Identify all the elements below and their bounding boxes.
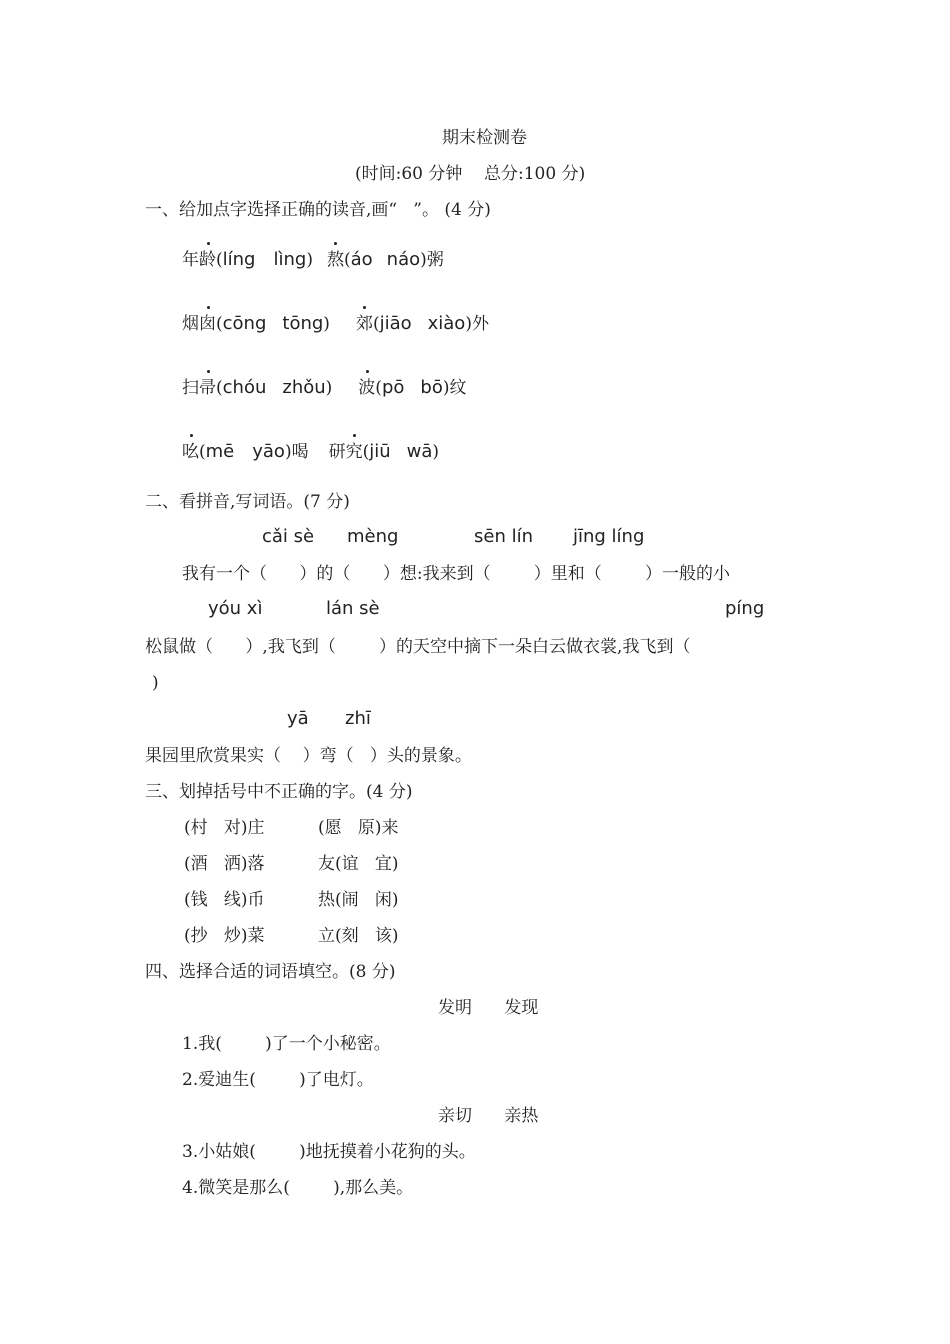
pinyin-senlin: sēn lín (474, 526, 533, 547)
s1-r2-opt1[interactable]: cōng (222, 313, 267, 334)
s1-r2b-opt2[interactable]: xiào (427, 313, 466, 334)
s1-r3-opt1[interactable]: chóu (222, 377, 267, 398)
s3-item: (钱 线)币 (184, 890, 265, 910)
s1-r2-char: 烟 (182, 314, 199, 334)
s1-r4-suffix: )喝 (284, 442, 309, 462)
s1-r4b-paren: ( (362, 442, 370, 462)
s1-r4b-char: 研 (328, 442, 346, 462)
page-title: 期末检测卷 (442, 128, 527, 148)
s3-item: (抄 炒)菜 (184, 926, 265, 946)
s1-r3b-dotted-char: 波 (358, 378, 376, 398)
pinyin-meng: mèng (347, 526, 399, 547)
s1-row2 (182, 313, 489, 335)
s1-r2b-paren: ( (372, 314, 380, 334)
s1-r1-opt2[interactable]: lìng (273, 249, 307, 270)
s4-question2: 2.爱迪生( )了电灯。 (182, 1070, 374, 1090)
s1-r2b-suffix: )外 (465, 314, 489, 334)
s4-word-group1: 发明 发现 (438, 998, 539, 1018)
s1-r3b-suffix: )纹 (442, 378, 467, 398)
s3-item: (酒 洒)落 (184, 854, 265, 874)
s4-question1: 1.我( )了一个小秘密。 (182, 1034, 391, 1054)
s1-r3-char: 扫 (182, 378, 199, 398)
s1-r1b-dotted-char: 熬 (326, 250, 344, 270)
s1-r4-opt2[interactable]: yāo (252, 441, 285, 462)
s2-sentence-line2-end: ) (152, 673, 159, 693)
s2-sentence-line2: 松鼠做（ ）,我飞到（ ）的天空中摘下一朵白云做衣裳,我飞到（ (145, 637, 691, 657)
s1-r3-paren-close: ) (325, 378, 333, 398)
s3-item: (愿 原)来 (318, 818, 399, 838)
section1-heading: 一、给加点字选择正确的读音,画“ ”。 (4 分) (145, 200, 491, 220)
s1-row4 (182, 441, 439, 463)
s1-r3b-opt2[interactable]: bō (420, 377, 443, 398)
pinyin-ping: píng (725, 598, 765, 619)
s1-r4-opt1[interactable]: mē (205, 441, 235, 462)
s1-row3 (182, 377, 466, 399)
s1-r1-dotted-char: 龄 (199, 250, 216, 270)
pinyin-zhi: zhī (345, 708, 371, 729)
s1-r4b-paren-close: ) (432, 442, 440, 462)
pinyin-lanse: lán sè (326, 598, 380, 619)
s3-item: (村 对)庄 (184, 818, 265, 838)
exam-info: (时间:60 分钟 总分:100 分) (355, 164, 586, 184)
s2-sentence-line1: 我有一个（ ）的（ ）想:我来到（ ）里和（ ）一般的小 (182, 564, 731, 584)
s1-r1b-paren: ( (343, 250, 351, 270)
s1-r4b-opt2[interactable]: wā (406, 441, 433, 462)
s3-item: 友(谊 宜) (318, 854, 399, 874)
s1-r1-char: 年 (182, 250, 199, 270)
s1-r3b-paren: ( (375, 378, 382, 398)
s1-r1-paren: ( (216, 250, 223, 270)
s1-r2b-opt1[interactable]: jiāo (379, 313, 412, 334)
s4-question4: 4.微笑是那么( ),那么美。 (182, 1178, 414, 1198)
s1-row1 (182, 249, 444, 271)
s1-r4b-opt1[interactable]: jiū (369, 441, 391, 462)
s4-word-group2: 亲切 亲热 (438, 1106, 539, 1126)
s1-r2-dotted-char: 囱 (199, 314, 216, 334)
s1-r2-opt2[interactable]: tōng (282, 313, 324, 334)
s1-r4b-dotted-char: 究 (345, 442, 363, 462)
s1-r3-opt2[interactable]: zhǒu (282, 377, 326, 398)
s1-r4-dotted-char: 吆 (182, 442, 199, 462)
s1-r1-opt1[interactable]: líng (222, 249, 256, 270)
s1-r1b-suffix: )粥 (420, 250, 444, 270)
pinyin-ya: yā (287, 708, 309, 729)
s4-question3: 3.小姑娘( )地抚摸着小花狗的头。 (182, 1142, 476, 1162)
s1-r3b-opt1[interactable]: pō (381, 377, 405, 398)
s1-r1b-opt2[interactable]: náo (386, 249, 421, 270)
s1-r3-paren: ( (216, 378, 223, 398)
s1-r4-paren: ( (199, 442, 206, 462)
s3-item: 立(刻 该) (318, 926, 399, 946)
section3-heading: 三、划掉括号中不正确的字。(4 分) (145, 782, 413, 802)
s3-item: 热(闹 闲) (318, 890, 399, 910)
pinyin-jingling: jīng líng (573, 526, 645, 547)
pinyin-youxi: yóu xì (208, 598, 263, 619)
section2-heading: 二、看拼音,写词语。(7 分) (145, 492, 350, 512)
s1-r2-paren: ( (216, 314, 223, 334)
s1-r2b-dotted-char: 郊 (355, 314, 373, 334)
s1-r1b-opt1[interactable]: áo (350, 249, 373, 270)
section4-heading: 四、选择合适的词语填空。(8 分) (145, 962, 396, 982)
pinyin-caise: cǎi sè (262, 526, 315, 547)
s1-r1-paren-close: ) (306, 250, 313, 270)
s1-r3-dotted-char: 帚 (199, 378, 216, 398)
s2-sentence-line3: 果园里欣赏果实（ ）弯（ ）头的景象。 (145, 746, 472, 766)
s1-r2-paren-close: ) (323, 314, 330, 334)
